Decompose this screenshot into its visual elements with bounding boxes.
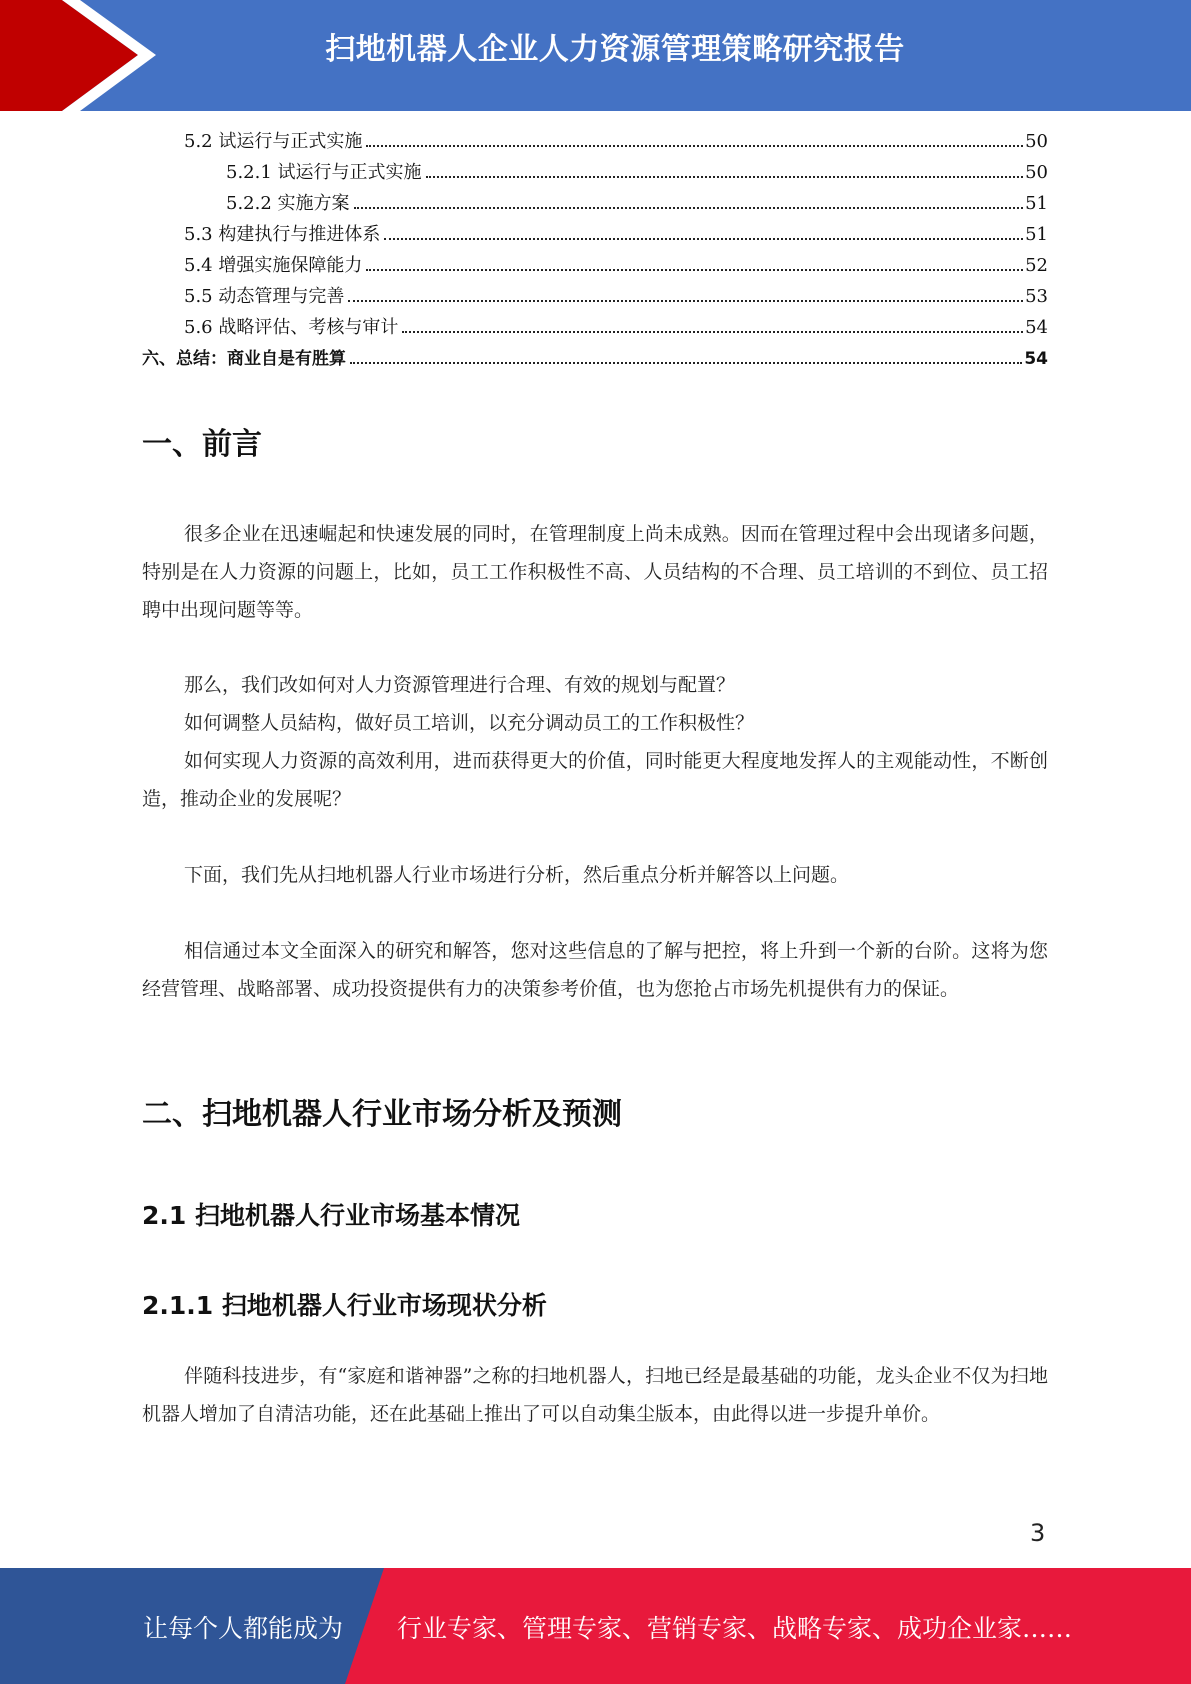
page-footer bbox=[0, 1568, 1191, 1684]
toc-entry[interactable] bbox=[142, 313, 1048, 344]
paragraph: 相信通过本文全面深入的研究和解答，您对这些信息的了解与把控，将上升到一个新的台阶。这将为您经营管理、战略部署、成功投资提供有力的决策参考价值，也为您抢占市场先机提供有力的保证。 bbox=[142, 940, 1048, 1000]
toc-entry-label: 5.4 增强实施保障能力 bbox=[184, 255, 363, 276]
toc-entry[interactable] bbox=[142, 282, 1048, 313]
footer-slogan-right: 行业专家、管理专家、营销专家、战略专家、成功企业家…… bbox=[397, 1614, 1073, 1643]
paragraph: 下面，我们先从扫地机器人行业市场进行分析，然后重点分析并解答以上问题。 bbox=[184, 864, 850, 886]
toc-entry-label: 5.6 战略评估、考核与审计 bbox=[184, 317, 399, 338]
toc-entry-chapter[interactable] bbox=[142, 344, 1048, 375]
toc-entry[interactable] bbox=[142, 158, 1048, 189]
toc-entry-label: 六、总结：商业自是有胜算 bbox=[142, 349, 346, 369]
toc-leader bbox=[384, 238, 1023, 240]
section-heading-preface: 一、前言 bbox=[142, 427, 262, 462]
toc-entry[interactable] bbox=[142, 127, 1048, 158]
toc-leader bbox=[366, 145, 1023, 147]
toc-entry-label: 5.5 动态管理与完善 bbox=[184, 286, 345, 307]
report-title: 扫地机器人企业人力资源管理策略研究报告 bbox=[325, 32, 905, 67]
toc-leader bbox=[348, 300, 1023, 302]
toc-entry-page: 50 bbox=[1025, 131, 1048, 152]
toc-entry[interactable] bbox=[142, 251, 1048, 282]
toc-leader bbox=[366, 269, 1023, 271]
toc-leader bbox=[402, 331, 1023, 333]
toc-entry-page: 54 bbox=[1025, 317, 1048, 338]
toc-entry-page: 53 bbox=[1025, 286, 1048, 307]
table-of-contents bbox=[142, 127, 1048, 375]
toc-entry-label: 5.2 试运行与正式实施 bbox=[184, 131, 363, 152]
toc-entry[interactable] bbox=[142, 220, 1048, 251]
footer-slogan-left: 让每个人都能成为 bbox=[143, 1614, 344, 1643]
subsection-heading: 2.1.1 扫地机器人行业市场现状分析 bbox=[142, 1291, 547, 1320]
paragraph-question: 那么，我们改如何对人力资源管理进行合理、有效的规划与配置？ bbox=[184, 674, 736, 696]
subsection-heading: 2.1 扫地机器人行业市场基本情况 bbox=[142, 1201, 520, 1230]
toc-entry-page: 51 bbox=[1025, 193, 1048, 214]
paragraph: 很多企业在迅速崛起和快速发展的同时，在管理制度上尚未成熟。因而在管理过程中会出现诸多问题，特别是在人力资源的问题上，比如，员工工作积极性不高、人员结构的不合理、员工培训的不到位、员工招聘中出现问题等等。 bbox=[142, 523, 1048, 621]
toc-entry-label: 5.2.2 实施方案 bbox=[226, 193, 350, 214]
toc-entry-label: 5.2.1 试运行与正式实施 bbox=[226, 162, 422, 183]
toc-entry-page: 51 bbox=[1025, 224, 1048, 245]
section-heading-market-analysis: 二、扫地机器人行业市场分析及预测 bbox=[142, 1097, 622, 1132]
page-number: 3 bbox=[1030, 1519, 1046, 1547]
toc-leader bbox=[350, 362, 1022, 364]
toc-entry-label: 5.3 构建执行与推进体系 bbox=[184, 224, 381, 245]
toc-entry-page: 50 bbox=[1025, 162, 1048, 183]
page-header bbox=[0, 0, 1191, 111]
paragraph: 伴随科技进步，有“家庭和谐神器”之称的扫地机器人，扫地已经是最基础的功能，龙头企业不仅为扫地机器人增加了自清洁功能，还在此基础上推出了可以自动集尘版本，由此得以进一步提升单价。 bbox=[142, 1365, 1048, 1425]
paragraph-question: 如何调整人员結构，做好员工培训，以充分调动员工的工作积极性？ bbox=[184, 712, 755, 734]
toc-entry[interactable] bbox=[142, 189, 1048, 220]
toc-entry-page: 52 bbox=[1025, 255, 1048, 276]
toc-leader bbox=[354, 207, 1024, 209]
toc-leader bbox=[426, 176, 1024, 178]
paragraph-question: 如何实现人力资源的高效利用，进而获得更大的价值，同时能更大程度地发挥人的主观能动性，不断创造，推动企业的发展呢？ bbox=[142, 750, 1048, 810]
toc-entry-page: 54 bbox=[1024, 349, 1048, 369]
